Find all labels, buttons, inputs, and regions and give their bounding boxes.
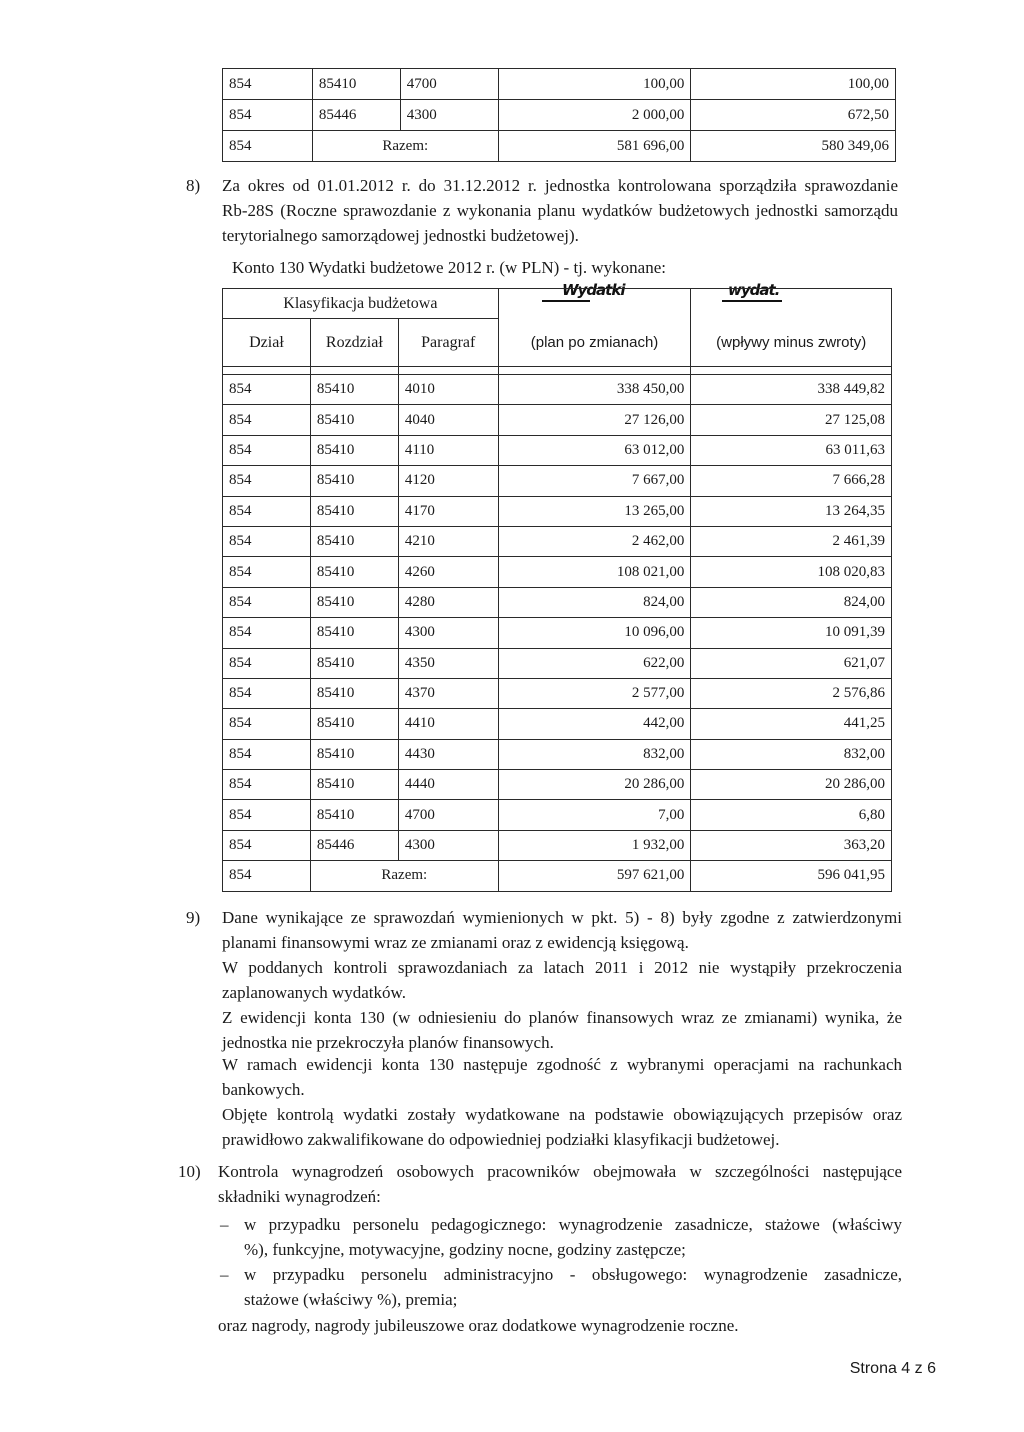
cell-rozdzial: 85410 [310,466,398,496]
cell-rozdzial: 85410 [310,375,398,405]
cell-dzial: 854 [223,861,311,891]
cell-dzial: 854 [223,770,311,800]
table-row [223,69,896,100]
cell-plan: 1 932,00 [498,830,691,860]
header-paragraf: Paragraf [398,319,498,367]
cell-paragraf: 4210 [398,526,498,556]
cell-paragraf: 4410 [398,709,498,739]
cell-rozdzial: 85410 [310,557,398,587]
cell-rozdzial: 85410 [310,770,398,800]
cell-paragraf: 4010 [398,375,498,405]
cell-paragraf: 4350 [398,648,498,678]
header-wykonanie: (wpływy minus zwroty) [691,289,892,367]
point-8-line-1: Za okres od 01.01.2012 r. do 31.12.2012 r. jednostka kontrolowana sporządziła sprawozdanie [222,176,898,195]
cell-plan: 2 577,00 [498,678,691,708]
table-row [223,587,892,617]
cell-paragraf: 4170 [398,496,498,526]
expense-table-konto-130 [222,288,892,892]
point-8-line-3: terytorialnego samorządowej jednostki budżetowej). [222,226,579,245]
cell-wykonanie: 10 091,39 [691,618,892,648]
cell-rozdzial: 85410 [312,69,400,100]
bullet-2-line-2: stażowe (właściwy %), premia; [244,1290,458,1309]
cell-dzial: 854 [223,496,311,526]
point-9-para-3-line-1: Z ewidencji konta 130 (w odniesieniu do planów finansowych wraz ze zmianami) wynika, że [222,1008,902,1027]
cell-paragraf: 4260 [398,557,498,587]
header-klasyfikacja: Klasyfikacja budżetowa [223,289,499,319]
cell-rozdzial: 85446 [312,100,400,131]
cell-wykonanie: 441,25 [691,709,892,739]
cell-plan: 7,00 [498,800,691,830]
header-rozdzial: Rozdział [310,319,398,367]
cell-paragraf: 4370 [398,678,498,708]
bullet-1-line-1: w przypadku personelu pedagogicznego: wynagrodzenie zasadnicze, stażowe (właściwy [244,1215,902,1234]
cell-wykonanie: 338 449,82 [691,375,892,405]
cell-plan: 20 286,00 [498,770,691,800]
cell-paragraf: 4280 [398,587,498,617]
cell-dzial: 854 [223,739,311,769]
table-row [223,100,896,131]
cell-plan: 108 021,00 [498,557,691,587]
table-row [223,800,892,830]
cell-plan: 824,00 [498,587,691,617]
cell-total-plan: 581 696,00 [498,131,691,162]
cell-paragraf: 4700 [398,800,498,830]
cell-wykonanie: 63 011,63 [691,435,892,465]
cell-rozdzial: 85410 [310,405,398,435]
cell-plan: 2 462,00 [498,526,691,556]
cell-dzial: 854 [223,618,311,648]
point-9-para-5-line-1: Objęte kontrolą wydatki zostały wydatkowane na podstawie obowiązujących przepisów oraz [222,1105,902,1124]
bullet-dash: – [220,1265,229,1284]
total-row [223,861,892,891]
cell-dzial: 854 [223,435,311,465]
point-10-closing: oraz nagrody, nagrody jubileuszowe oraz dodatkowe wynagrodzenie roczne. [218,1316,739,1335]
cell-paragraf: 4300 [398,618,498,648]
cell-dzial: 854 [223,466,311,496]
cell-total-label: Razem: [312,131,498,162]
cell-paragraf: 4430 [398,739,498,769]
cell-total-wykonanie: 596 041,95 [691,861,892,891]
cell-wykonanie: 2 576,86 [691,678,892,708]
cell-plan: 2 000,00 [498,100,691,131]
table-row [223,830,892,860]
cell-wykonanie: 824,00 [691,587,892,617]
cell-dzial: 854 [223,526,311,556]
handwritten-annotation-plan: Wydatki [562,281,625,299]
cell-paragraf: 4700 [400,69,498,100]
table-row [223,618,892,648]
cell-wykonanie: 832,00 [691,739,892,769]
cell-wykonanie: 363,20 [691,830,892,860]
cell-plan: 63 012,00 [498,435,691,465]
table-row [223,739,892,769]
point-10-line-1: Kontrola wynagrodzeń osobowych pracowników obejmowała w szczególności następujące [218,1162,902,1181]
cell-total-plan: 597 621,00 [498,861,691,891]
table-row [223,496,892,526]
cell-total-wykonanie: 580 349,06 [691,131,896,162]
bullet-1-line-2: %), funkcyjne, motywacyjne, godziny nocne, godziny zastępcze; [244,1240,686,1259]
point-9-para-4-line-2: bankowych. [222,1080,305,1099]
header-dzial: Dział [223,319,311,367]
table-row [223,770,892,800]
cell-wykonanie: 6,80 [691,800,892,830]
cell-total-label: Razem: [310,861,498,891]
konto-130-caption: Konto 130 Wydatki budżetowe 2012 r. (w PLN) - tj. wykonane: [232,258,666,277]
cell-dzial: 854 [223,557,311,587]
cell-dzial: 854 [223,405,311,435]
cell-rozdzial: 85410 [310,800,398,830]
cell-wykonanie: 672,50 [691,100,896,131]
cell-plan: 10 096,00 [498,618,691,648]
cell-dzial: 854 [223,830,311,860]
table-row [223,648,892,678]
cell-wykonanie: 7 666,28 [691,466,892,496]
point-9-para-2-line-2: zaplanowanych wydatków. [222,983,406,1002]
table-row [223,405,892,435]
cell-rozdzial: 85410 [310,618,398,648]
cell-wykonanie: 100,00 [691,69,896,100]
continued-expense-table [222,68,896,162]
cell-dzial: 854 [223,678,311,708]
point-8-number: 8) [186,176,201,195]
point-9-para-1-line-1: Dane wynikające ze sprawozdań wymienionych w pkt. 5) - 8) były zgodne z zatwierdzonymi [222,908,902,927]
table-row [223,375,892,405]
handwritten-annotation-wyk: wydat. [728,281,780,299]
point-9-para-2-line-1: W poddanych kontroli sprawozdaniach za latach 2011 i 2012 nie wystąpiły przekroczenia [222,958,902,977]
point-8-line-2: Rb-28S (Roczne sprawozdanie z wykonania planu wydatków budżetowych jednostki samorządu [222,201,898,220]
cell-dzial: 854 [223,587,311,617]
cell-plan: 13 265,00 [498,496,691,526]
cell-wykonanie: 20 286,00 [691,770,892,800]
cell-wykonanie: 621,07 [691,648,892,678]
cell-paragraf: 4110 [398,435,498,465]
cell-dzial: 854 [223,100,313,131]
table-row [223,435,892,465]
point-9-para-5-line-2: prawidłowo zakwalifikowane do odpowiedniej podziałki klasyfikacji budżetowej. [222,1130,780,1149]
cell-dzial: 854 [223,800,311,830]
bullet-dash: – [220,1215,229,1234]
cell-rozdzial: 85410 [310,709,398,739]
cell-dzial: 854 [223,69,313,100]
cell-paragraf: 4440 [398,770,498,800]
point-10-line-2: składniki wynagrodzeń: [218,1187,381,1206]
point-9-para-4-line-1: W ramach ewidencji konta 130 następuje zgodność z wybranymi operacjami na rachunkach [222,1055,902,1074]
cell-plan: 100,00 [498,69,691,100]
cell-dzial: 854 [223,375,311,405]
point-9-number: 9) [186,908,201,927]
cell-rozdzial: 85446 [310,830,398,860]
cell-paragraf: 4300 [398,830,498,860]
bullet-2-line-1: w przypadku personelu administracyjno - obsługowego: wynagrodzenie zasadnicze, [244,1265,902,1284]
cell-rozdzial: 85410 [310,739,398,769]
table-row [223,709,892,739]
cell-paragraf: 4040 [398,405,498,435]
table-row [223,678,892,708]
cell-wykonanie: 27 125,08 [691,405,892,435]
cell-rozdzial: 85410 [310,587,398,617]
cell-rozdzial: 85410 [310,526,398,556]
table-row [223,466,892,496]
point-10-number: 10) [178,1162,201,1181]
cell-paragraf: 4120 [398,466,498,496]
cell-plan: 442,00 [498,709,691,739]
total-row [223,131,896,162]
cell-plan: 27 126,00 [498,405,691,435]
table-row [223,557,892,587]
cell-dzial: 854 [223,709,311,739]
header-plan: (plan po zmianach) [498,289,691,367]
cell-rozdzial: 85410 [310,496,398,526]
cell-wykonanie: 108 020,83 [691,557,892,587]
point-9-para-1-line-2: planami finansowymi wraz ze zmianami oraz z ewidencją księgową. [222,933,689,952]
cell-rozdzial: 85410 [310,435,398,465]
cell-rozdzial: 85410 [310,648,398,678]
cell-plan: 622,00 [498,648,691,678]
cell-dzial: 854 [223,648,311,678]
cell-rozdzial: 85410 [310,678,398,708]
cell-plan: 832,00 [498,739,691,769]
cell-wykonanie: 13 264,35 [691,496,892,526]
cell-dzial: 854 [223,131,313,162]
page-number: Strona 4 z 6 [849,1360,936,1377]
point-9-para-3-line-2: jednostka nie przekroczyła planów finansowych. [222,1033,554,1052]
cell-plan: 338 450,00 [498,375,691,405]
cell-wykonanie: 2 461,39 [691,526,892,556]
cell-paragraf: 4300 [400,100,498,131]
cell-plan: 7 667,00 [498,466,691,496]
table-row [223,526,892,556]
